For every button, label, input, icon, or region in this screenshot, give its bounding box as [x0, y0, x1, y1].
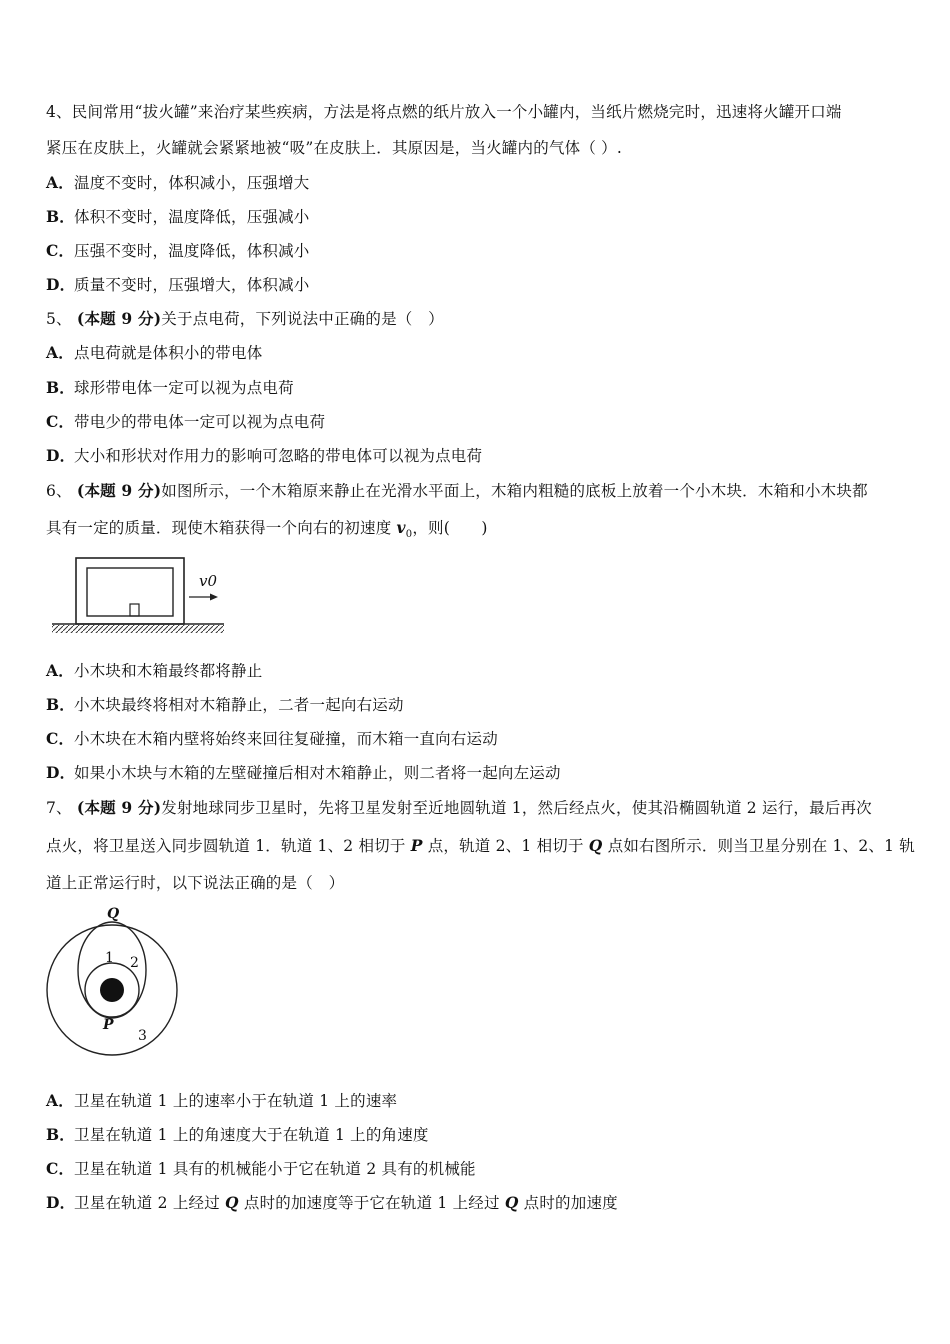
option-text: 质量不变时，压强增大，体积减小	[74, 276, 310, 294]
q6-option-d	[46, 763, 908, 783]
q5-option-a	[46, 343, 908, 363]
q4-option-d	[46, 275, 908, 295]
option-text: 小木块和木箱最终都将静止	[74, 662, 263, 680]
q6-option-b	[46, 695, 908, 715]
label-1: 1	[105, 950, 114, 966]
option-letter: A．	[46, 1091, 74, 1110]
stem-text: 点，轨道 2、1 相切于	[422, 837, 589, 855]
earth-icon	[100, 978, 124, 1002]
score-label: (本题 9 分)	[76, 798, 162, 817]
stem-text: 关于点电荷，下列说法中正确的是（ ）	[161, 310, 444, 328]
q6-option-a	[46, 661, 908, 681]
question-number: 6、	[46, 482, 72, 500]
q7-option-a	[46, 1091, 908, 1111]
question-number: 7、	[46, 799, 72, 817]
q4-option-c	[46, 241, 908, 261]
q7-stem-line-3: 道上正常运行时，以下说法正确的是（ ）	[46, 874, 345, 892]
option-letter: C．	[46, 1159, 75, 1178]
label-3: 3	[138, 1028, 147, 1044]
stem-text: ，则( )	[412, 519, 488, 537]
stem-text: 点如右图所示．则当卫星分别在 1、2、1 轨	[602, 837, 915, 855]
point-q-symbol: Q	[504, 1193, 519, 1212]
point-p-symbol: P	[410, 836, 423, 855]
q5-stem	[46, 309, 908, 329]
option-text: 体积不变时，温度降低，压强减小	[74, 208, 310, 226]
option-text: 温度不变时，体积减小，压强增大	[74, 174, 310, 192]
option-letter: A．	[46, 173, 74, 192]
q7-stem-line-2	[46, 836, 915, 856]
option-text: 卫星在轨道 1 上的角速度大于在轨道 1 上的角速度	[74, 1126, 429, 1144]
option-letter: C．	[46, 412, 75, 431]
option-text: 带电少的带电体一定可以视为点电荷	[74, 413, 326, 431]
score-label: (本题 9 分)	[76, 481, 162, 500]
option-text: 点电荷就是体积小的带电体	[74, 344, 263, 362]
q7-stem-line-1	[46, 798, 908, 818]
option-text: 卫星在轨道 1 上的速率小于在轨道 1 上的速率	[74, 1092, 398, 1110]
stem-text: 发射地球同步卫星时，先将卫星发射至近地圆轨道 1，然后经点火，使其沿椭圆轨道 2 运行，最后再次	[161, 799, 872, 817]
option-text: 压强不变时，温度降低，体积减小	[74, 242, 310, 260]
q6-stem-line-1	[46, 481, 908, 501]
option-letter: B．	[46, 695, 76, 714]
q4-option-b	[46, 207, 908, 227]
option-letter: B．	[46, 378, 76, 397]
stem-text: 具有一定的质量．现使木箱获得一个向右的初速度	[46, 519, 397, 537]
stem-text: 点火，将卫星送入同步圆轨道 1．轨道 1、2 相切于	[46, 837, 411, 855]
q4-option-a	[46, 173, 908, 193]
q4-stem-line-2: 紧压在皮肤上，火罐就会紧紧地被“吸”在皮肤上．其原因是，当火罐内的气体（ ）.	[46, 139, 623, 157]
option-text: 卫星在轨道 2 上经过	[74, 1194, 226, 1212]
option-letter: D．	[46, 763, 76, 782]
velocity-subscript: 0	[405, 529, 413, 541]
point-q-symbol: Q	[588, 836, 603, 855]
option-letter: C．	[46, 241, 75, 260]
option-letter: B．	[46, 1125, 76, 1144]
option-text: 小木块在木箱内壁将始终来回往复碰撞，而木箱一直向右运动	[74, 730, 498, 748]
label-p: P	[103, 1017, 114, 1033]
question-number: 5、	[46, 310, 72, 328]
q7-option-d	[46, 1193, 908, 1213]
label-q: Q	[107, 906, 120, 922]
option-letter: B．	[46, 207, 76, 226]
option-text: 点时的加速度等于它在轨道 1 上经过	[238, 1194, 505, 1212]
option-letter: A．	[46, 343, 74, 362]
q6-option-c	[46, 729, 908, 749]
q7-option-c	[46, 1159, 908, 1179]
arrow-head-icon	[210, 594, 218, 601]
label-2: 2	[130, 955, 139, 971]
orbit-figure	[44, 900, 182, 1060]
option-text: 小木块最终将相对木箱静止，二者一起向右运动	[74, 696, 404, 714]
score-label: (本题 9 分)	[76, 309, 162, 328]
option-text: 卫星在轨道 1 具有的机械能小于它在轨道 2 具有的机械能	[74, 1160, 476, 1178]
small-block	[130, 604, 139, 616]
velocity-symbol: v	[396, 518, 406, 537]
option-letter: C．	[46, 729, 75, 748]
option-text: 点时的加速度	[518, 1194, 618, 1212]
option-letter: D．	[46, 275, 76, 294]
option-letter: D．	[46, 446, 76, 465]
option-text: 大小和形状对作用力的影响可忽略的带电体可以视为点电荷	[74, 447, 483, 465]
option-text: 如果小木块与木箱的左壁碰撞后相对木箱静止，则二者将一起向左运动	[74, 764, 561, 782]
option-letter: A．	[46, 661, 74, 680]
option-text: 球形带电体一定可以视为点电荷	[74, 379, 294, 397]
velocity-label: v0	[199, 572, 218, 590]
option-letter: D．	[46, 1193, 76, 1212]
ground-hatching	[52, 625, 224, 633]
q7-option-b	[46, 1125, 908, 1145]
q5-option-c	[46, 412, 908, 432]
point-q-symbol: Q	[225, 1193, 239, 1212]
stem-text: 如图所示，一个木箱原来静止在光滑水平面上，木箱内粗糙的底板上放着一个小木块．木箱和小木块都	[161, 482, 868, 500]
wooden-box-figure	[48, 556, 230, 638]
q5-option-b	[46, 378, 908, 398]
q6-stem-line-2	[46, 518, 908, 545]
q5-option-d	[46, 446, 908, 466]
q4-stem-line-1: 4、民间常用“拔火罐”来治疗某些疾病，方法是将点燃的纸片放入一个小罐内，当纸片燃烧完时，迅速将火罐开口端	[46, 103, 842, 121]
